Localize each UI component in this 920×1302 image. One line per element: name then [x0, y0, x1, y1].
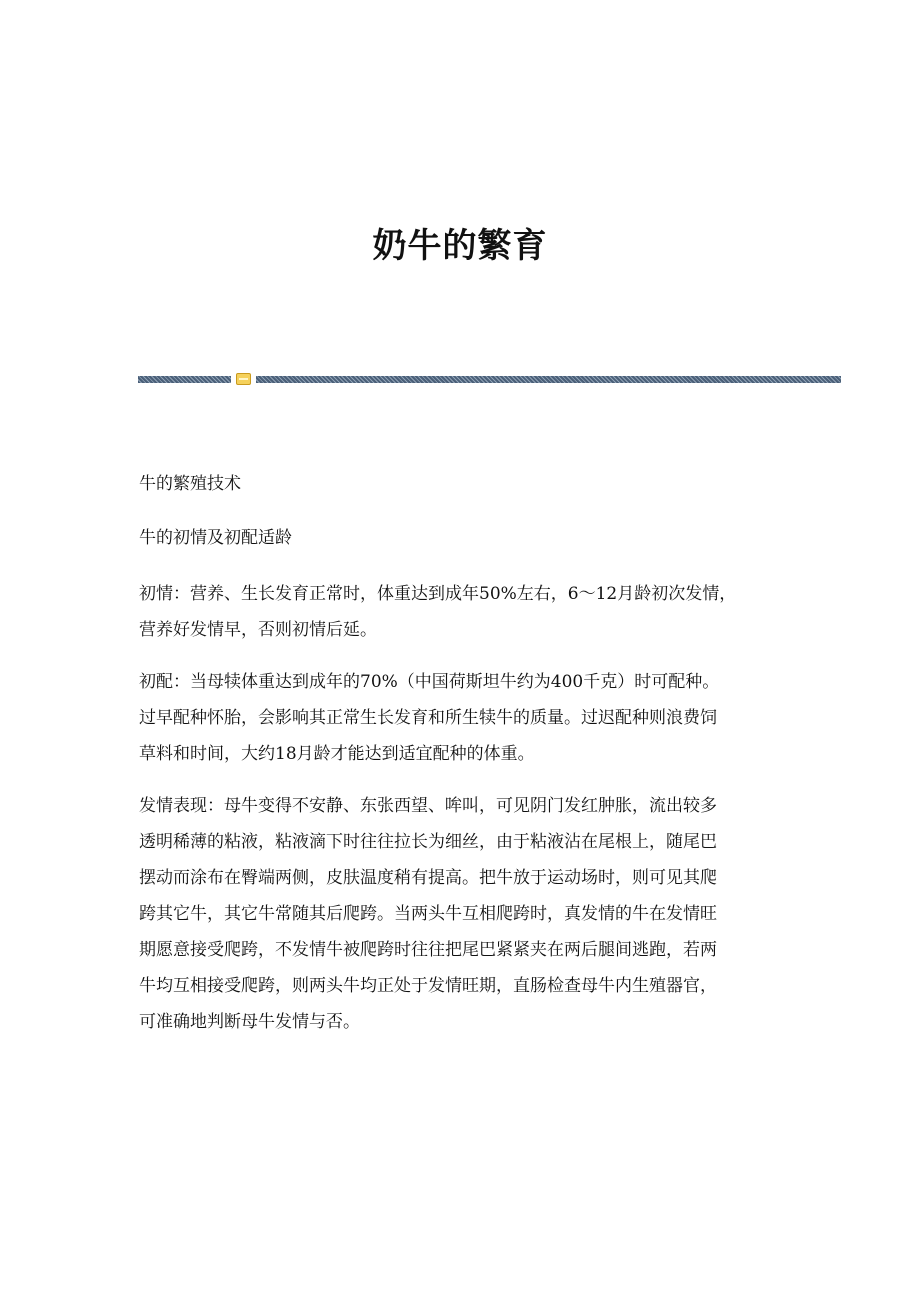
text-line: 透明稀薄的粘液，粘液滴下时往往拉长为细丝，由于粘液沾在尾根上，随尾巴 — [139, 832, 717, 852]
subsection-heading: 牛的初情及初配适龄 — [139, 528, 292, 548]
section-heading: 牛的繁殖技术 — [139, 474, 241, 494]
envelope-icon — [236, 373, 251, 385]
text-line: 发情表现：母牛变得不安静、东张西望、哞叫，可见阴门发红肿胀，流出较多 — [139, 796, 717, 816]
paragraph-estrus-signs — [139, 788, 777, 1040]
text-line: 跨其它牛，其它牛常随其后爬跨。当两头牛互相爬跨时，真发情的牛在发情旺 — [139, 904, 717, 924]
text-line: 可准确地判断母牛发情与否。 — [139, 1012, 360, 1032]
divider-bar-right — [256, 376, 841, 383]
text-line: 营养好发情早，否则初情后延。 — [139, 620, 377, 640]
paragraph-first-breeding — [139, 664, 777, 772]
text-line: 期愿意接受爬跨，不发情牛被爬跨时往往把尾巴紧紧夹在两后腿间逃跑，若两 — [139, 940, 717, 960]
page-title: 奶牛的繁育 — [372, 226, 548, 266]
text-line: 草料和时间，大约18月龄才能达到适宜配种的体重。 — [139, 744, 535, 764]
divider-bar-left — [138, 376, 231, 383]
document-body — [139, 470, 777, 1056]
text-line: 过早配种怀胎，会影响其正常生长发育和所生犊牛的质量。过迟配种则浪费饲 — [139, 708, 717, 728]
text-line: 初情：营养、生长发育正常时，体重达到成年50%左右，6～12月龄初次发情， — [139, 584, 737, 604]
paragraph-first-estrus — [139, 576, 777, 648]
text-line: 牛均互相接受爬跨，则两头牛均正处于发情旺期，直肠检查母牛内生殖器官， — [139, 976, 717, 996]
decorative-divider — [138, 373, 841, 385]
text-line: 初配：当母犊体重达到成年的70%（中国荷斯坦牛约为400千克）时可配种。 — [139, 672, 720, 692]
text-line: 摆动而涂布在臀端两侧，皮肤温度稍有提高。把牛放于运动场时，则可见其爬 — [139, 868, 717, 888]
